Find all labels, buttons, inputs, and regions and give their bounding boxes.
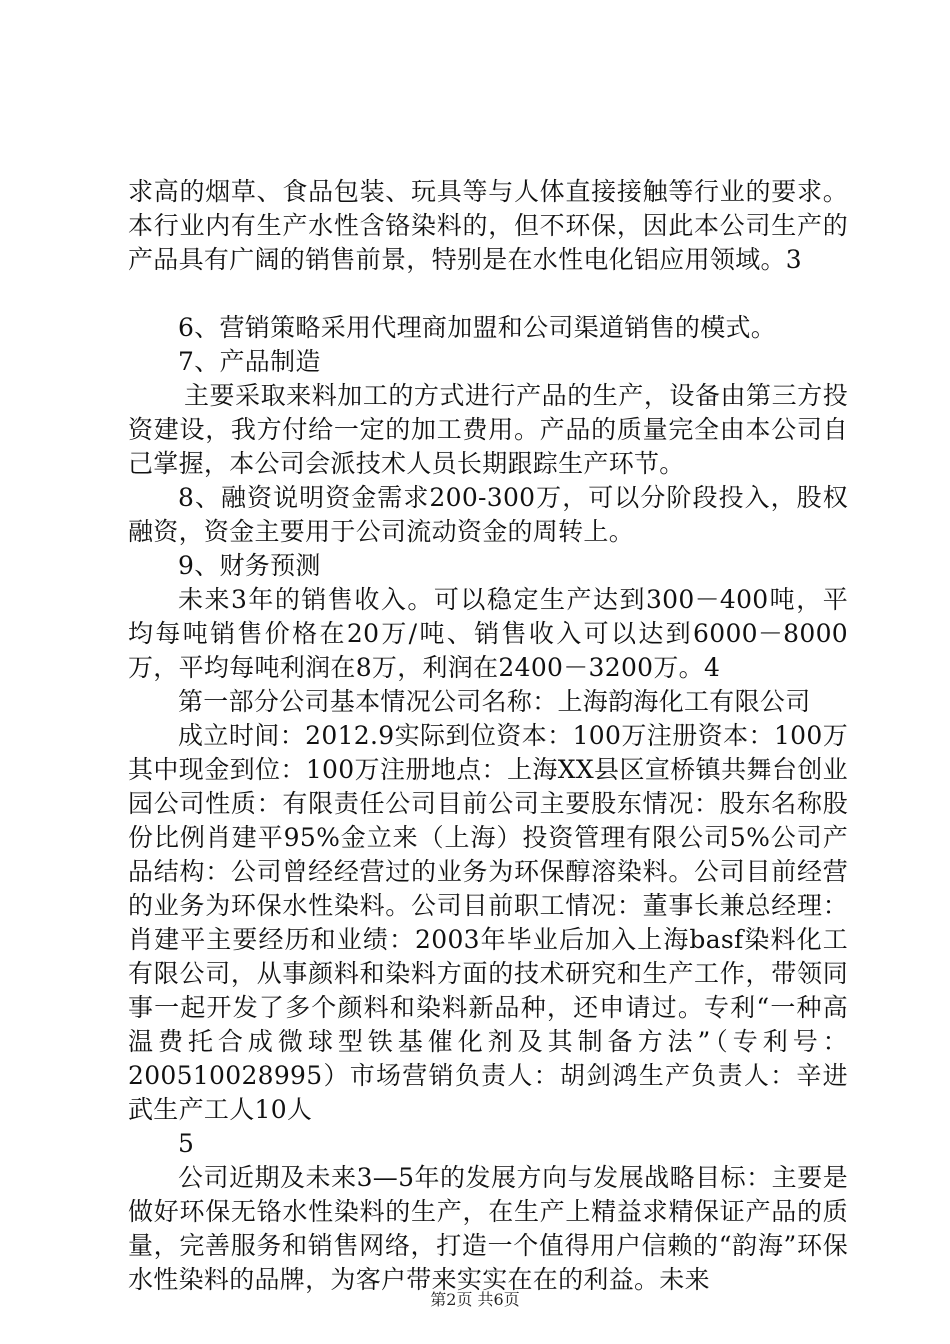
paragraph-market-prospect: 求高的烟草、食品包装、玩具等与人体直接接触等行业的要求。本行业内有生产水性含铬染料的，但不环保，因此本公司生产的产品具有广阔的销售前景，特别是在水性电化铝应用领域。3 xyxy=(128,177,848,274)
page-footer: 第2页 共6页 xyxy=(430,1290,520,1309)
heading-product-manufacturing: 7、产品制造 xyxy=(178,347,321,376)
heading-financial-forecast: 9、财务预测 xyxy=(178,551,321,580)
paragraph-marketing-strategy: 6、营销策略采用代理商加盟和公司渠道销售的模式。 xyxy=(178,313,777,342)
paragraph-company-details: 成立时间：2012.9实际到位资本：100万注册资本：100万其中现金到位：100万注册地点：上海XX县区宣桥镇共舞台创业园公司性质：有限责任公司目前公司主要股东情况：股东名称股份比例肖建平95%金立来（上海）投资管理有限公司5%公司产品结构：公司曾经经营过的业务为环保醇溶染料。公司目前经营的业务为环保水性染料。公司目前职工情况：董事长兼总经理：肖建平主要经历和业绩：2003年毕业后加入上海basf染料化工有限公司，从事颜料和染料方面的技术研究和生产工作，带领同事一起开发了多个颜料和染料新品种，还申请过。专利“一种高温费托合成微球型铁基催化剂及其制备方法”（专利号：200510028995）市场营销负责人：胡剑鸿生产负责人：辛进武生产工人10人 xyxy=(128,721,848,1124)
paragraph-financing: 8、融资说明资金需求200-300万，可以分阶段投入，股权融资，资金主要用于公司流动资金的周转上。 xyxy=(128,483,848,546)
paragraph-development-strategy: 公司近期及未来3—5年的发展方向与发展战略目标：主要是做好环保无铬水性染料的生产，在生产上精益求精保证产品的质量，完善服务和销售网络，打造一个值得用户信赖的“韵海”环保水性染料的品牌，为客户带来实实在在的利益。未来 xyxy=(128,1163,848,1294)
paragraph-company-name: 第一部分公司基本情况公司名称：上海韵海化工有限公司 xyxy=(178,687,811,716)
document-body xyxy=(128,175,848,1297)
paragraph-manufacturing: 主要采取来料加工的方式进行产品的生产，设备由第三方投资建设，我方付给一定的加工费用。产品的质量完全由本公司自己掌握，本公司会派技术人员长期跟踪生产环节。 xyxy=(128,381,848,478)
paragraph-financial-forecast: 未来3年的销售收入。可以稳定生产达到300－400吨，平均每吨销售价格在20万/吨、销售收入可以达到6000－8000万，平均每吨利润在8万，利润在2400－3200万。4 xyxy=(128,585,848,682)
paragraph-page-marker: 5 xyxy=(178,1129,195,1158)
